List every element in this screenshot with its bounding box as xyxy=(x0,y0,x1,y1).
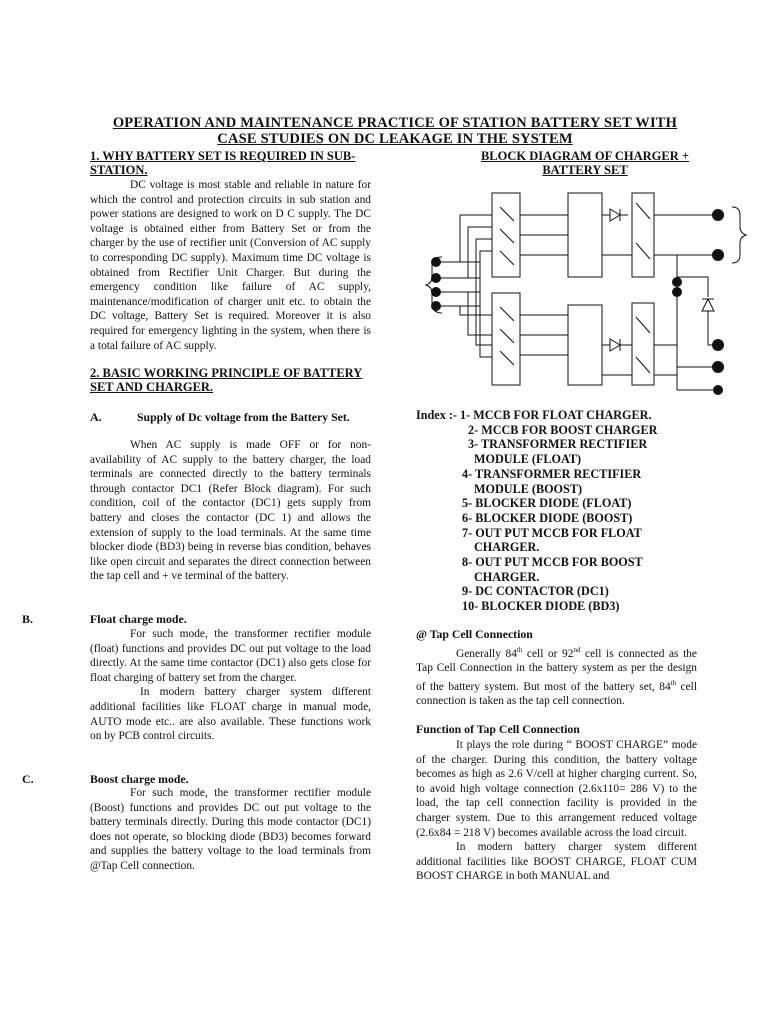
transformer-rectifier-boost xyxy=(568,305,602,385)
tap-cell-function-paragraph-2: In modern battery charger system different additional facilities like BOOST CHARGE, FLOAT CUM BOOST CHARGE in both MANUAL and xyxy=(416,841,697,883)
block-diagram xyxy=(420,185,750,395)
index-item: CHARGER. xyxy=(474,540,540,555)
subsection-a-paragraph: When AC supply is made OFF or for non-availability of AC supply to the battery charger, the load terminals are connected directly to the battery terminals through contactor DC1 (Refer Block diagram). For such condition, coil of the contactor (DC1) gets supply from battery and closes the contactor (DC 1) and allows the extension of supply to the load terminals. At the same time blocker diode (BD3) being in reverse bias condition, behaves like open circuit and separates the direct connection between the tap cell and + ve terminal of the battery. xyxy=(90,439,371,583)
index-list xyxy=(416,408,657,614)
index-item: CHARGER. xyxy=(474,569,540,584)
blocker-diode-float xyxy=(610,209,620,221)
tap-cell-heading: @ Tap Cell Connection xyxy=(416,627,533,641)
document-title xyxy=(90,115,700,147)
tap-cell-paragraph: Generally 84th cell or 92nd cell is connected as the Tap Cell Connection in the battery system as per the design of the battery system. But most of the battery set, 84th cell connection is taken as the tap cell connection. xyxy=(416,646,697,708)
load-terminal-negative xyxy=(712,249,724,261)
index-item: 10- BLOCKER DIODE (BD3) xyxy=(462,599,620,614)
transformer-rectifier-float xyxy=(568,193,602,277)
tap-cell-section xyxy=(416,627,697,884)
index-item: 9- DC CONTACTOR (DC1) xyxy=(462,584,609,599)
subsection-c-title: Boost charge mode. xyxy=(90,772,189,786)
output-mccb-float xyxy=(632,193,654,277)
subsection-a-title: Supply of Dc voltage from the Battery Set. xyxy=(137,410,350,424)
battery-terminal-2 xyxy=(712,361,724,373)
index-item: 7- OUT PUT MCCB FOR FLOAT xyxy=(462,525,642,540)
diagram-heading: BLOCK DIAGRAM OF CHARGER + BATTERY SET xyxy=(480,149,690,177)
title-line-1: OPERATION AND MAINTENANCE PRACTICE OF STATION BATTERY SET WITH xyxy=(112,115,678,131)
output-mccb-boost xyxy=(632,303,654,385)
section-1-paragraph: DC voltage is most stable and reliable in nature for which the control and protection circuits in sub station and power stations are designed to work on D C supply. The DC voltage is obtained either from Battery Set or from the charger by the use of rectifier unit (Conversion of AC supply to corresponding DC supply). Maximum time DC voltage is obtained from Rectifier Unit Charger. But during the emergency condition like failure of AC supply, maintenance/modification of charger unit etc. to obtain the DC voltage, Battery Set is required. Moreover it is also required for emergency lighting in the system, when there is a total failure of AC supply. xyxy=(90,179,371,352)
input-terminal-2 xyxy=(431,273,441,283)
index-item: MODULE (BOOST) xyxy=(474,481,583,496)
index-item: 4- TRANSFORMER RECTIFIER xyxy=(462,466,642,481)
index-item: MODULE (FLOAT) xyxy=(474,452,582,467)
subsection-b-body xyxy=(90,627,371,744)
index-item: 5- BLOCKER DIODE (FLOAT) xyxy=(462,496,632,511)
tap-cell-function-paragraph: It plays the role during “ BOOST CHARGE” mode of the charger. During this condition, the battery voltage becomes as high as 2.6 V/cell at higher charging current. So, to avoid high voltage connection (2.6x110= 286 V) to the load, the tap cell connection facility is provided in the charger system. Due to this arrangement reduced voltage (2.6x84 = 218 V) becomes available across the load circuit. xyxy=(416,738,697,839)
subsection-c-label: C. xyxy=(22,772,34,786)
subsection-c-paragraph: For such mode, the transformer rectifier module (Boost) functions and provides DC out put voltage to the battery terminals directly. During this mode contactor (DC1) does not operate, so blocking diode (BD3) becomes forward and supplies the battery voltage to the load terminals from @Tap Cell connection. xyxy=(90,787,371,872)
input-terminal-3 xyxy=(431,287,441,297)
input-terminal-4 xyxy=(431,301,441,311)
subsection-a-label: A. xyxy=(90,410,102,424)
load-terminal-positive xyxy=(712,209,724,221)
tap-cell-function-heading: Function of Tap Cell Connection xyxy=(416,721,580,736)
input-terminal-1 xyxy=(431,257,441,267)
index-item: 6- BLOCKER DIODE (BOOST) xyxy=(462,510,633,525)
index-item: 2- MCCB FOR BOOST CHARGER xyxy=(468,422,658,437)
subsection-b-paragraph-1: For such mode, the transformer rectifier module (float) functions and provides DC out put voltage to the load directly. At the same time contactor (DC1) also gets close for float charging of battery set from the charger. xyxy=(90,628,371,684)
left-column xyxy=(90,149,371,394)
index-item: 3- TRANSFORMER RECTIFIER xyxy=(468,437,648,452)
index-item: Index :- 1- MCCB FOR FLOAT CHARGER. xyxy=(416,408,652,422)
output-bracket xyxy=(732,207,746,263)
subsection-b-title: Float charge mode. xyxy=(90,612,187,626)
battery-terminal-3 xyxy=(713,385,723,395)
subsection-b-paragraph-2: In modern battery charger system different additional facilities like FLOAT charge in manual mode, AUTO mode etc.. are also available. These functions work on by PCB control circuits. xyxy=(90,686,371,743)
section-2-heading: 2. BASIC WORKING PRINCIPLE OF BATTERY SET AND CHARGER. xyxy=(90,366,363,395)
section-1-heading: 1. WHY BATTERY SET IS REQUIRED IN SUB- STATION. xyxy=(90,149,356,177)
blocker-diode-boost xyxy=(602,339,632,375)
index-item: 8- OUT PUT MCCB FOR BOOST xyxy=(462,555,643,570)
mccb-boost-charger xyxy=(492,293,520,385)
title-line-2: CASE STUDIES ON DC LEAKAGE IN THE SYSTEM xyxy=(217,131,573,147)
subsection-b-label: B. xyxy=(22,612,34,626)
blocker-diode-bd3 xyxy=(702,299,714,311)
